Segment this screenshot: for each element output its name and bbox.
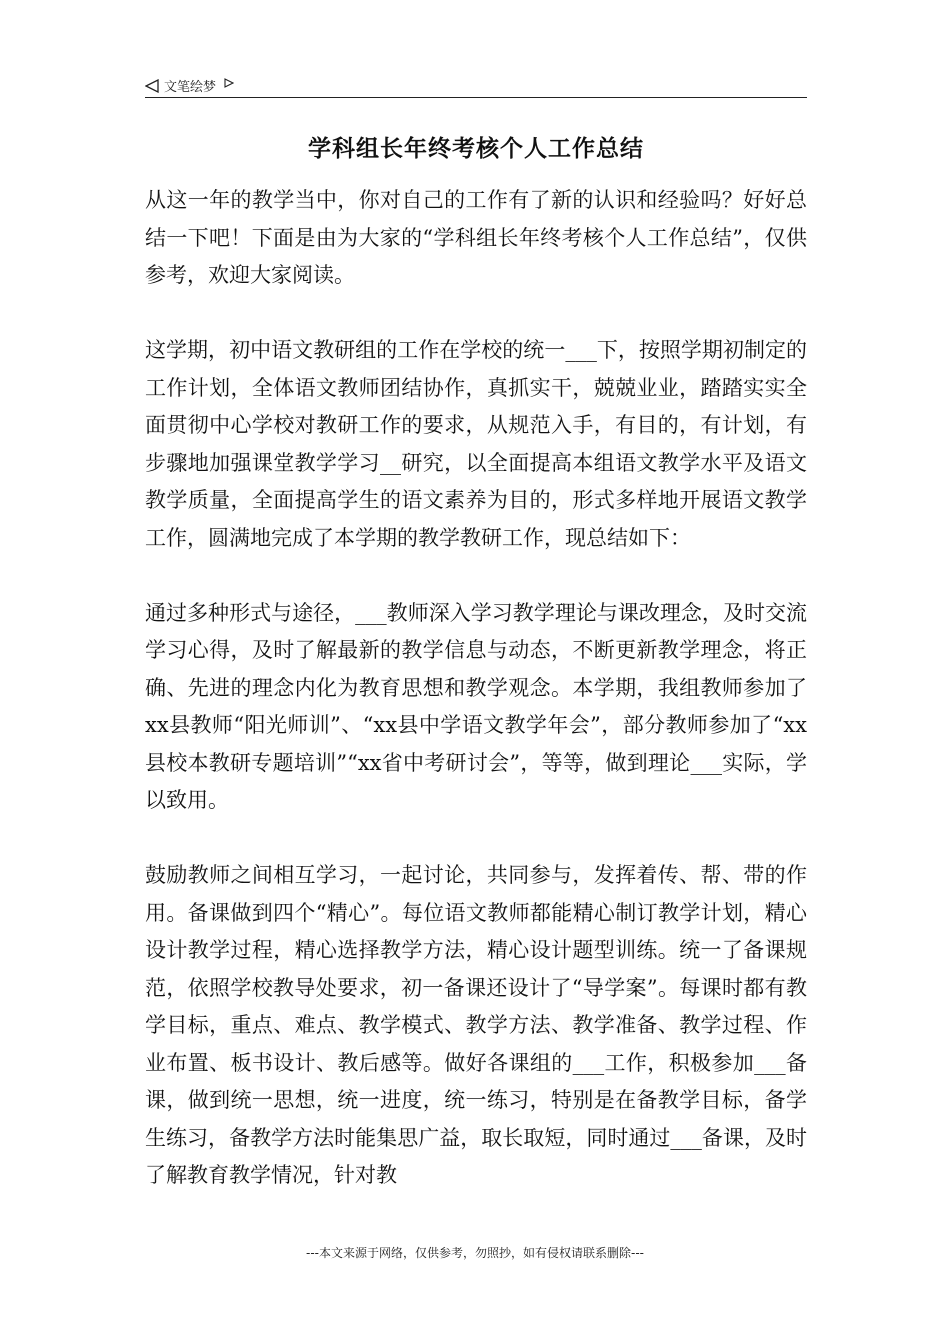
paragraph-intro: 从这一年的教学当中，你对自己的工作有了新的认识和经验吗？好好总结一下吧！下面是由为大家的“学科组长年终考核个人工作总结”，仅供参考，欢迎大家阅读。 [145, 188, 807, 287]
triangle-left-icon [145, 79, 159, 93]
header-rule [145, 97, 807, 98]
paragraph-overview: 这学期，初中语文教研组的工作在学校的统一___下，按照学期初制定的工作计划，全体语文教师团结协作，真抓实干，兢兢业业，踏踏实实全面贯彻中心学校对教研工作的要求，从规范入手，有目的，有计划，有步骤地加强课堂教学学习__研究，以全面提高本组语文教学水平及语文教学质量，全面提高学生的语文素养为目的，形式多样地开展语文教学工作，圆满地完成了本学期的教学教研工作，现总结如下： [145, 338, 807, 550]
brand-mark [145, 76, 234, 95]
paragraph-study: 通过多种形式与途径，___教师深入学习教学理论与课改理念，及时交流学习心得，及时了解最新的教学信息与动态，不断更新教学理念，将正确、先进的理念内化为教育思想和教学观念。本学期，我组教师参加了xx县教师“阳光师训”、“xx县中学语文教学年会”，部分教师参加了“xx县校本教研专题培训”“xx省中考研讨会”，等等，做到理论___实际，学以致用。 [145, 600, 807, 812]
triangle-right-icon [224, 78, 234, 88]
paragraph-lesson-prep: 鼓励教师之间相互学习，一起讨论，共同参与，发挥着传、帮、带的作用。备课做到四个“精心”。每位语文教师都能精心制订教学计划，精心设计教学过程，精心选择教学方法，精心设计题型训练。统一了备课规范，依照学校教导处要求，初一备课还设计了“导学案”。每课时都有教学目标，重点、难点、教学模式、教学方法、教学准备、教学过程、作业布置、板书设计、教后感等。做好各课组的___工作，积极参加___备课，做到统一思想，统一进度，统一练习，特别是在备教学目标，备学生练习，备教学方法时能集思广益，取长取短，同时通过___备课，及时了解教育教学情况，针对教 [145, 863, 807, 1187]
footer-notice: ---本文来源于网络，仅供参考，勿照抄，如有侵权请联系删除--- [306, 1246, 644, 1260]
brand-name: 文笔绘梦 [164, 80, 217, 95]
document-title: 学科组长年终考核个人工作总结 [308, 135, 644, 162]
document-body [145, 182, 807, 1195]
page-header [145, 74, 807, 96]
